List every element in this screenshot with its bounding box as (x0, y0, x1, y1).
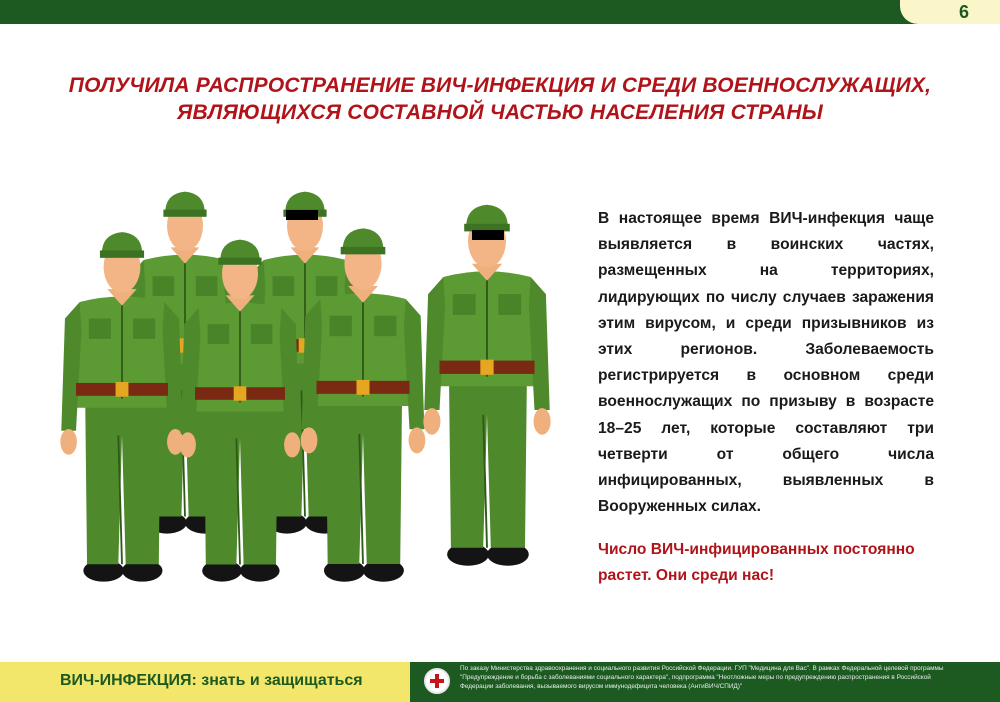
headline (60, 72, 940, 126)
footer-credit: По заказу Министерства здравоохранения и социального развития Российской Федерации. ГУП "Медицина для Вас". В рамках Федеральной целевой программы "Предупреждение и борьба с заболеваниями социального характера", подпрограмма "Неотложные меры по предупреждению распространения в Российской Федерации заболевания, вызываемого вирусом иммунодефицита человека (АнтиВИЧ/СПИД)" (460, 665, 944, 690)
page-number: 6 (900, 0, 1000, 24)
body-text (598, 206, 934, 520)
body-paragraph: В настоящее время ВИЧ-инфекция чаще выявляется в воинских частях, размещенных на территориях, лидирующих по числу случаев заражения этим вирусом, и среди призывников из этих регионов. Заболеваемость регистрируется в основном среди военнослужащих по призыву в возрасте 18–25 лет, которые составляют три четверти от общего числа инфицированных, выявленных в Вооруженных силах. (598, 210, 934, 516)
footer-title: ВИЧ-ИНФЕКЦИЯ: знать и защищаться (60, 672, 363, 689)
censor-bar-1 (286, 210, 318, 220)
headline-line-1: ПОЛУЧИЛА РАСПРОСТРАНЕНИЕ ВИЧ-ИНФЕКЦИЯ И СРЕДИ ВОЕННОСЛУЖАЩИХ, (68, 74, 932, 97)
top-bar (0, 0, 1000, 24)
headline-line-2: ЯВЛЯЮЩИХСЯ СОСТАВНОЙ ЧАСТЬЮ НАСЕЛЕНИЯ СТРАНЫ (177, 101, 823, 124)
soldiers-illustration (60, 170, 560, 620)
red-cross-logo-icon (424, 668, 450, 694)
highlight-text: Число ВИЧ-инфицированных постоянно растет. Они среди нас! (598, 541, 915, 584)
censor-bar-2 (472, 230, 504, 240)
soldier-right (423, 205, 550, 566)
